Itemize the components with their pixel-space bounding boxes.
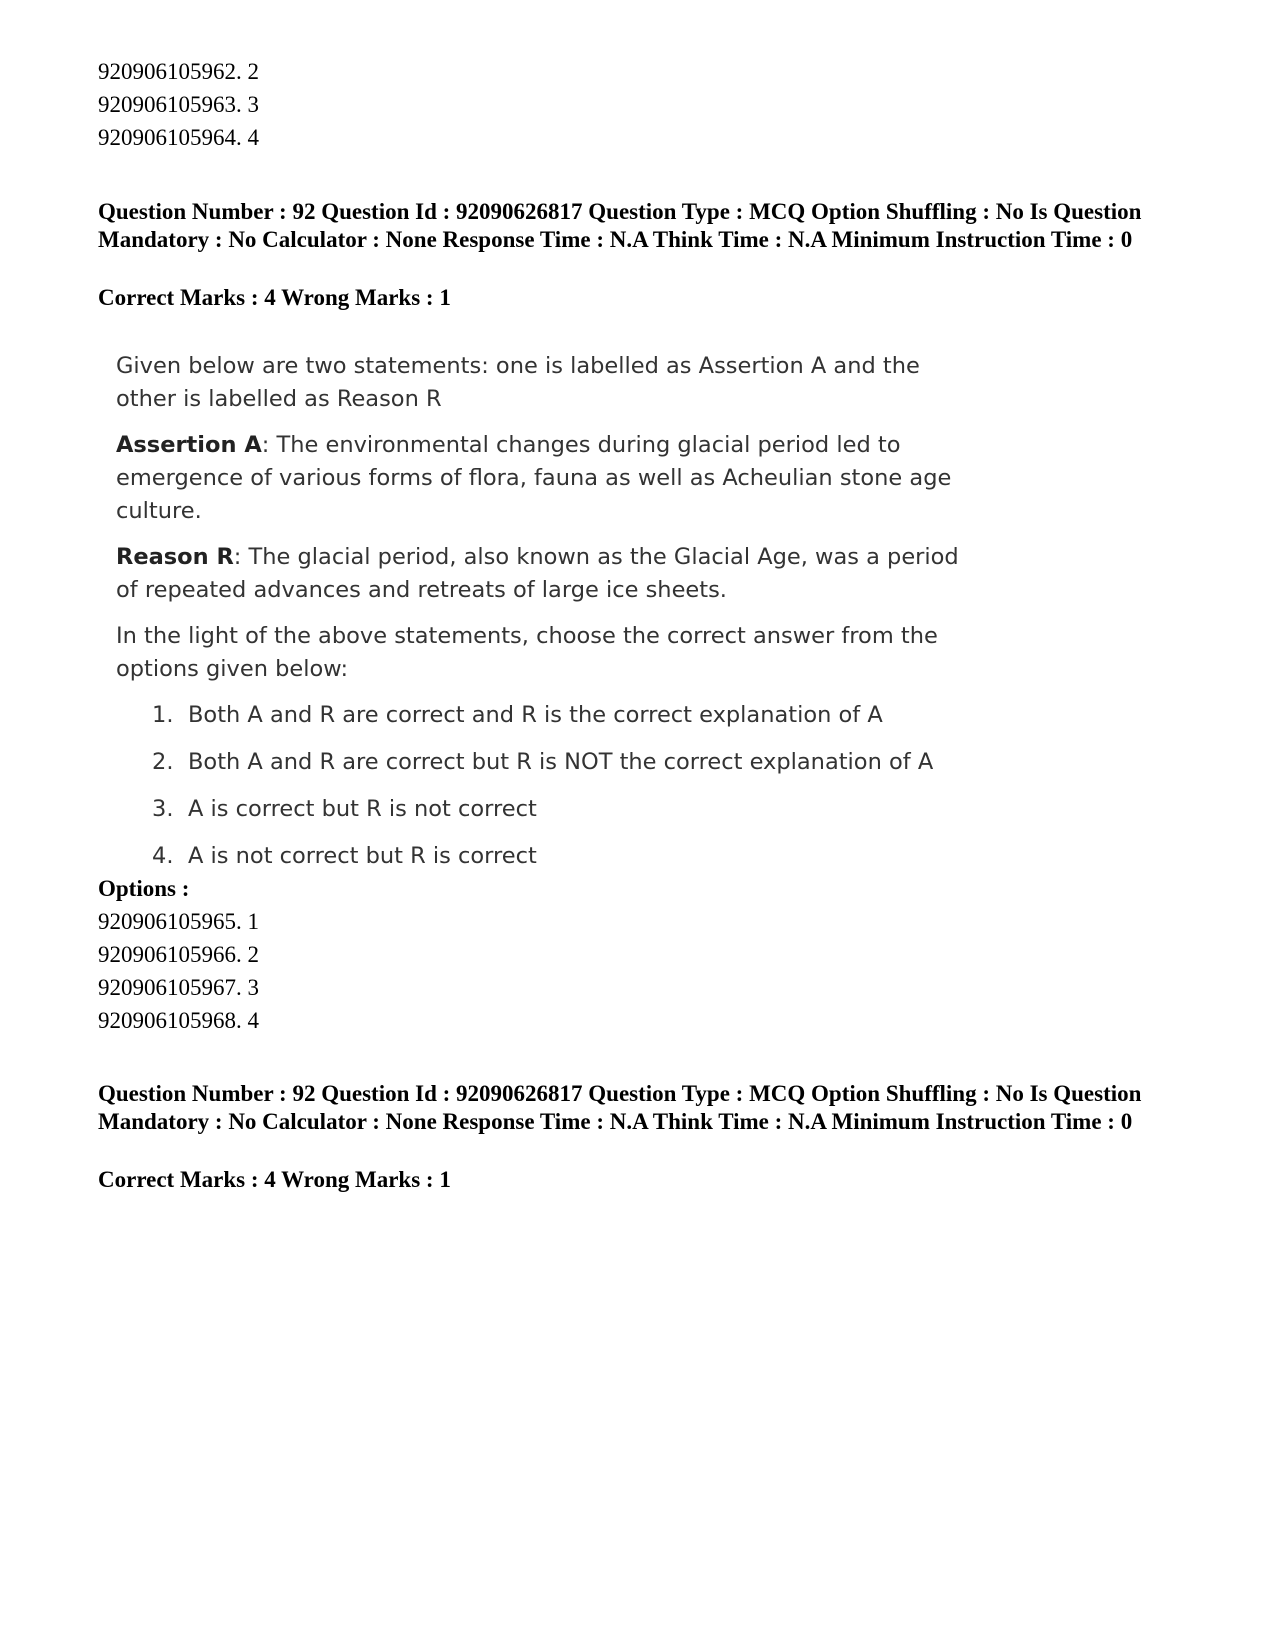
marks-line: Correct Marks : 4 Wrong Marks : 1	[98, 285, 451, 310]
question-header	[98, 198, 1188, 254]
answer-choice	[152, 699, 976, 732]
question-instruction: In the light of the above statements, choose the correct answer from the options given below:	[116, 623, 938, 682]
question-header-text: Question Number : 92 Question Id : 92090626817 Question Type : MCQ Option Shuffling : No Is Question Mandatory : No Calculator : None Response Time : N.A Think Time : N.A Minimum Instruction Time : 0	[98, 1081, 1142, 1134]
option-line: 920906105967. 3	[98, 975, 259, 1000]
choice-text: Both A and R are correct and R is the correct explanation of A	[188, 702, 883, 728]
choice-text: A is not correct but R is correct	[188, 843, 537, 869]
choice-number: 4.	[152, 843, 174, 869]
option-line: 920906105965. 1	[98, 909, 259, 934]
choice-text: A is correct but R is not correct	[188, 796, 537, 822]
assertion-text: : The environmental changes during glacial period led to emergence of various forms of flora, fauna as well as Acheulian stone age culture.	[116, 432, 952, 524]
marks-line: Correct Marks : 4 Wrong Marks : 1	[98, 1167, 451, 1192]
answer-choice	[152, 746, 976, 779]
previous-option-line: 920906105964. 4	[98, 125, 259, 150]
question-intro: Given below are two statements: one is labelled as Assertion A and the other is labelled as Reason R	[116, 353, 920, 412]
choice-number: 1.	[152, 702, 174, 728]
question-body-image	[116, 350, 976, 887]
options-label: Options :	[98, 876, 190, 901]
previous-option-line: 920906105963. 3	[98, 92, 259, 117]
assertion-statement	[116, 429, 976, 528]
question-header-text: Question Number : 92 Question Id : 92090626817 Question Type : MCQ Option Shuffling : No Is Question Mandatory : No Calculator : None Response Time : N.A Think Time : N.A Minimum Instruction Time : 0	[98, 199, 1142, 252]
answer-choices	[116, 699, 976, 873]
answer-choice	[152, 793, 976, 826]
previous-option-line: 920906105962. 2	[98, 59, 259, 84]
question-header	[98, 1080, 1188, 1136]
answer-choice	[152, 840, 976, 873]
option-line: 920906105968. 4	[98, 1008, 259, 1033]
option-line: 920906105966. 2	[98, 942, 259, 967]
assertion-label: Assertion A	[116, 432, 262, 458]
choice-text: Both A and R are correct but R is NOT the correct explanation of A	[188, 749, 934, 775]
choice-number: 3.	[152, 796, 174, 822]
reason-label: Reason R	[116, 544, 234, 570]
choice-number: 2.	[152, 749, 174, 775]
reason-text: : The glacial period, also known as the Glacial Age, was a period of repeated advances and retreats of large ice sheets.	[116, 544, 959, 603]
reason-statement	[116, 541, 976, 607]
